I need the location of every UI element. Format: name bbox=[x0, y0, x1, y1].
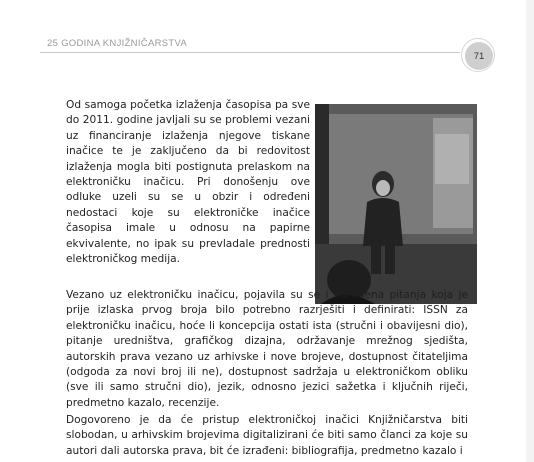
page-number-badge: 71 bbox=[465, 42, 493, 70]
speaker-photo-icon bbox=[315, 104, 477, 304]
paragraph-3: Dogovoreno je da će pristup elektroničkoj inačici Knjižničarstva biti slobodan, u arhivskim brojevima digitalizirani će biti samo članci za koje su autori dali autorska prava, bit će izrađeni: bibliografija, predmetno kazalo i bbox=[66, 414, 468, 457]
paragraph-2: Vezano uz elektroničku inačicu, pojavila su se i određena pitanja koja je prije izlaska prvog broja bilo potrebno razrješiti i definirati: ISSN za elektroničku inačicu, hoće li koncepcija ostati ista (stručni i obavijesni dio), pitanje uredništva, grafičkog dizajna, održavanje mrežnog sjedišta, autorskih prava vezano uz arhivske i nove brojeve, dostupnost čitateljima (odgoda za novi broj ili ne), dostupnost sadržaja u elektroničkom obliku (sve ili samo stručni dio), jezik, odnosno jezici sažetka i ključnih riječi, predmetno kazalo, recenzije. bbox=[66, 289, 468, 409]
page-edge bbox=[526, 0, 534, 462]
running-header: 25 GODINA KNJIŽNIČARSTVA bbox=[47, 38, 188, 49]
header-rule bbox=[40, 52, 460, 53]
paragraph-1: Od samoga početka izlaženja časopisa pa sve do 2011. godine javljali su se problemi vezani uz financiranje izlaženja njegove tiskane inačice te je zaključeno da bi redovitost izlaženja mogla biti postignuta prelaskom na elektroničku inačicu. Pri donošenju ove odluke uzeli su se u obzir i određeni nedostaci koje su elektroničke inačice časopisa imale u odnosu na papirne ekvivalente, no ipak su prevladale prednosti elektroničkog medija. bbox=[66, 99, 310, 266]
